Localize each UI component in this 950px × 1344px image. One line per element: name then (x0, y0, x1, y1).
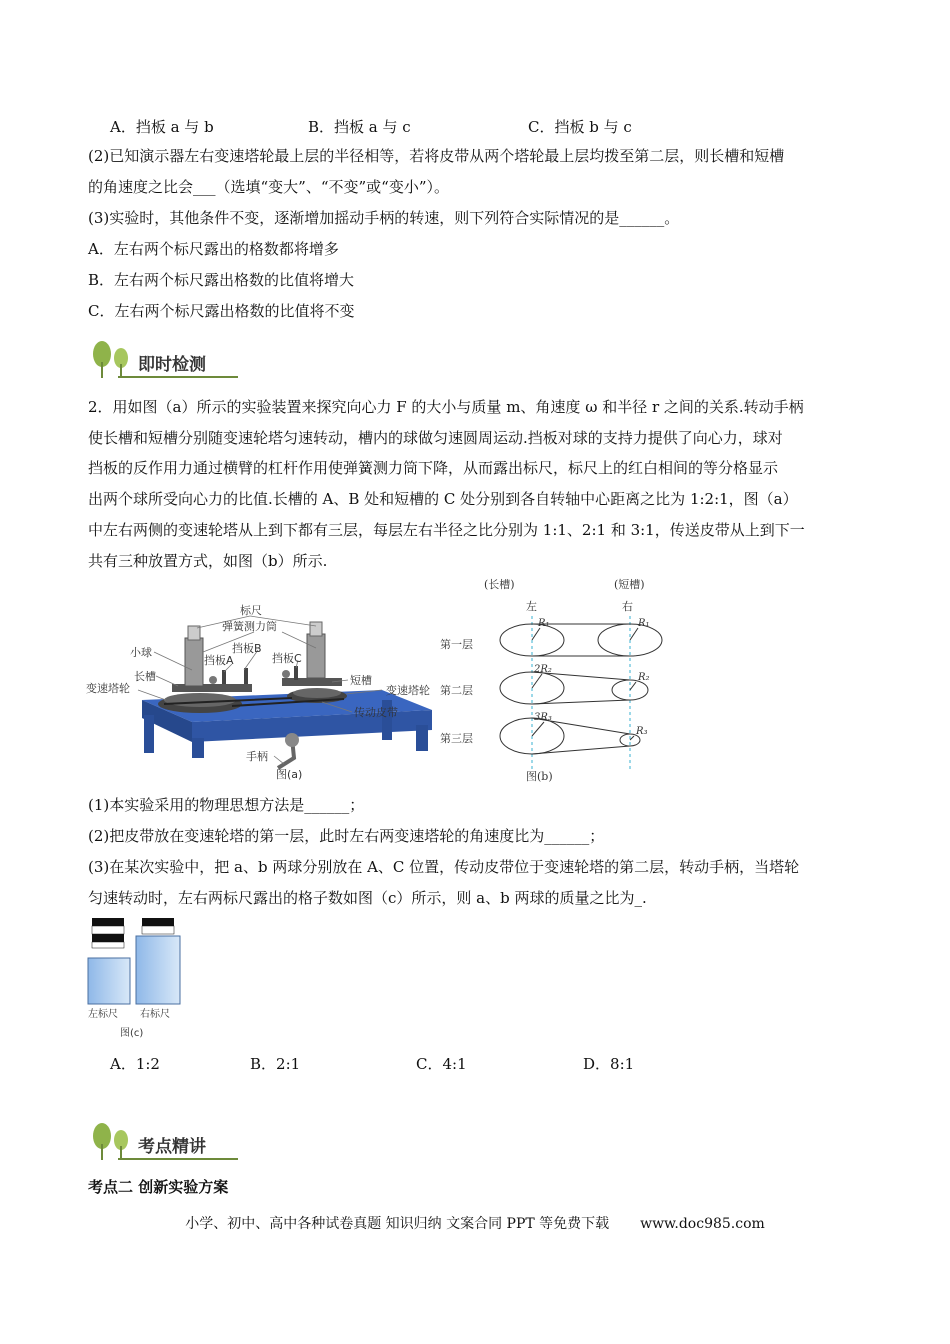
label-tower-left: 变速塔轮 (86, 682, 130, 695)
page-footer (0, 1213, 950, 1233)
fig-b-r-right-2: R₂ (638, 672, 650, 683)
label-tower-right: 变速塔轮 (386, 684, 430, 697)
label-belt: 传动皮带 (354, 706, 398, 719)
section-banner-instant-check (88, 338, 238, 380)
q1-part3-option-a: A．左右两个标尺露出的格数都将增多 (88, 240, 339, 258)
banner-title: 考点精讲 (138, 1137, 206, 1157)
figure-a-apparatus (82, 600, 452, 785)
fig-b-col-left: (长槽) (484, 578, 515, 591)
label-ruler: 标尺 (240, 604, 262, 617)
figure-b-belt-layers (430, 574, 670, 786)
label-baffle-b: 挡板B (232, 642, 262, 655)
q2-line-3: 挡板的反作用力通过横臂的杠杆作用使弹簧测力筒下降，从而露出标尺，标尺上的红白相间的等分格显示 (88, 459, 779, 477)
q1-part2-line1: (2)已知演示器左右变速塔轮最上层的半径相等，若将皮带从两个塔轮最上层均拨至第二层，则长槽和短槽 (88, 147, 785, 165)
q2-line-6: 共有三种放置方式，如图（b）所示. (88, 552, 328, 570)
fig-b-row-3: 第三层 (440, 732, 473, 745)
fig-b-row-2: 第二层 (440, 684, 473, 697)
q2-sub3-line2: 匀速转动时，左右两标尺露出的格子数如图（c）所示，则 a、b 两球的质量之比为_. (88, 889, 647, 907)
banner-title: 即时检测 (138, 355, 206, 375)
fig-b-right: 右 (622, 600, 633, 613)
fig-c-left-label: 左标尺 (88, 1009, 118, 1020)
fig-b-col-right: (短槽) (614, 578, 645, 591)
footer-text: 小学、初中、高中各种试卷真题 知识归纳 文案合同 PPT 等免费下载 (185, 1216, 610, 1232)
fig-b-r-right-1: R₁ (638, 618, 650, 629)
q2-option-a: A．1:2 (110, 1055, 160, 1073)
label-spring: 弹簧测力筒 (222, 620, 277, 633)
caption-fig-a: 图(a) (276, 768, 303, 781)
section-banner-key-points (88, 1120, 238, 1162)
figure-c-rulers (84, 916, 194, 1046)
section-heading: 考点二 创新实验方案 (88, 1178, 229, 1196)
tree-icon (88, 338, 138, 380)
q2-line-2: 使长槽和短槽分别随变速轮塔匀速转动，槽内的球做匀速圆周运动.挡板对球的支持力提供了向心力，球对 (88, 429, 783, 447)
q2-line-5: 中左右两侧的变速轮塔从上到下都有三层，每层左右半径之比分别为 1:1、2:1 和 3:1，传送皮带从上到下一 (88, 521, 805, 539)
q2-option-c: C．4:1 (416, 1055, 467, 1073)
fig-b-row-1: 第一层 (440, 638, 473, 651)
q1-part2-line2: 的角速度之比会___（选填“变大”、“不变”或“变小”）。 (88, 178, 450, 196)
fig-c-right-label: 右标尺 (140, 1009, 170, 1020)
label-handle: 手柄 (246, 750, 268, 763)
fig-b-r-right-3: R₃ (636, 726, 648, 737)
label-long-slot: 长槽 (134, 670, 156, 683)
q2-sub3-line1: (3)在某次实验中，把 a、b 两球分别放在 A、C 位置，传动皮带位于变速轮塔的第二层，转动手柄，当塔轮 (88, 858, 800, 876)
q2-option-b: B．2:1 (250, 1055, 301, 1073)
caption-fig-c: 图(c) (120, 1028, 144, 1039)
fig-b-r-left-3: 3R₃ (534, 712, 552, 723)
q2-sub2: (2)把皮带放在变速轮塔的第一层，此时左右两变速塔轮的角速度比为______； (88, 827, 605, 845)
label-baffle-c: 挡板C (272, 652, 302, 665)
banner-rule (118, 376, 238, 378)
caption-fig-b: 图(b) (526, 770, 553, 783)
q2-option-d: D．8:1 (583, 1055, 635, 1073)
q1-part3-option-b: B．左右两个标尺露出格数的比值将增大 (88, 271, 355, 289)
banner-rule (118, 1158, 238, 1160)
q2-line-1: 2．用如图（a）所示的实验装置来探究向心力 F 的大小与质量 m、角速度 ω 和半径 r 之间的关系.转动手柄 (88, 398, 804, 416)
q1-part3-option-c: C．左右两个标尺露出格数的比值将不变 (88, 302, 355, 320)
q2-line-4: 出两个球所受向心力的比值.长槽的 A、B 处和短槽的 C 处分别到各自转轴中心距离之比为 1:2:1，图（a） (88, 490, 798, 508)
tree-icon (88, 1120, 138, 1162)
label-ball: 小球 (130, 646, 152, 659)
fig-b-r-left-2: 2R₂ (534, 664, 552, 675)
footer-link[interactable]: www.doc985.com (640, 1216, 765, 1232)
option-a-top: A．挡板 a 与 b (110, 118, 214, 136)
fig-b-left: 左 (526, 600, 537, 613)
q1-part3: (3)实验时，其他条件不变，逐渐增加摇动手柄的转速，则下列符合实际情况的是______。 (88, 209, 680, 227)
q2-sub1: (1)本实验采用的物理思想方法是______； (88, 796, 365, 814)
option-b-top: B．挡板 a 与 c (308, 118, 411, 136)
option-c-top: C．挡板 b 与 c (528, 118, 632, 136)
label-baffle-a: 挡板A (204, 654, 234, 667)
label-short-slot: 短槽 (350, 674, 372, 687)
fig-b-r-left-1: R₁ (538, 618, 550, 629)
